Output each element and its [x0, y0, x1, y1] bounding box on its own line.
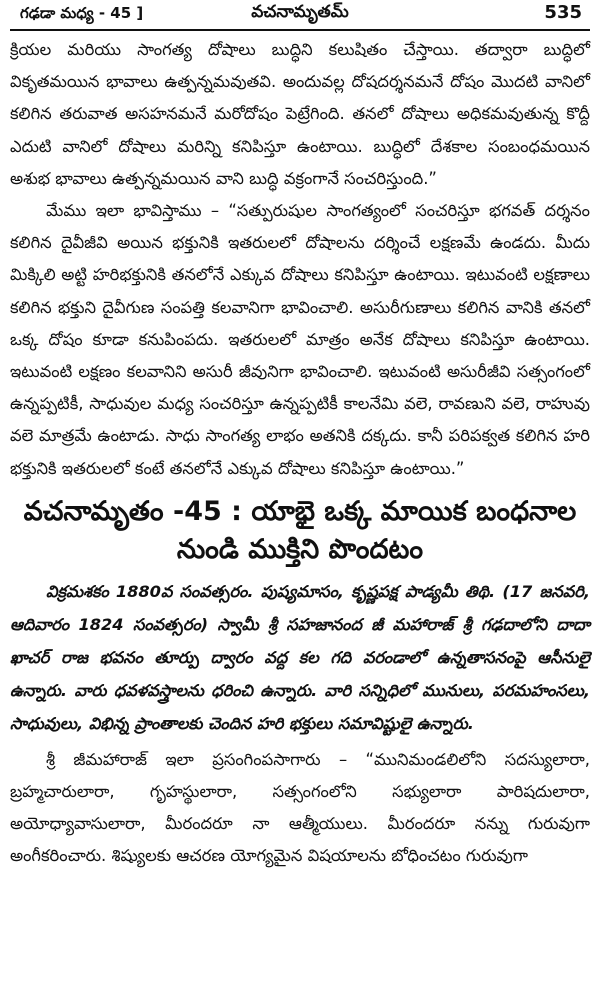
- page-body: [10, 34, 590, 873]
- page-header: [10, 0, 590, 30]
- chapter-heading-line-2: నుండి ముక్తిని పొందటం: [176, 533, 424, 565]
- closing-block: [10, 744, 590, 873]
- paragraph-2: మేము ఇలా భావిస్తాము – “సత్పురుషుల సాంగత్యంలో సంచరిస్తూ భగవత్ దర్శనం కలిగిన దైవీజీవి అయిన భక్తునికి ఇతరులలో దోషాలను దర్శించే లక్షణమే ఉండదు. మీదు మిక్కిలి అట్టి హరిభక్తునికి తనలోనే ఎక్కువ దోషాలు కనిపిస్తూ ఉంటాయి. ఇటువంటి లక్షణాలు కలిగిన భక్తుని దైవీగుణ సంపత్తి కలవానిగా భావించాలి. అసురీగుణాలు కలిగిన వానికి తనలో ఒక్క దోషం కూడా కనుపింపదు. ఇతరులలో మాత్రం అనేక దోషాలు కనిపిస్తూ ఉంటాయి. ఇటువంటి లక్షణం కలవానిని అసురీ జీవునిగా భావించాలి. ఇటువంటి అసురీజీవి సత్సంగంలో ఉన్నప్పటికీ, సాధువుల మధ్య సంచరిస్తూ ఉన్నప్పటికీ కాలనేమి వలె, రావణుని వలె, రాహువు వలె మాత్రమే ఉంటాడు. సాధు సాంగత్య లాభం అతనికి దక్కదు. కానీ పరిపక్వత కలిగిన హరి భక్తునికి ఇతరులలో కంటే తనలోనే ఎక్కువ దోషాలు కనిపిస్తూ ఉంటాయి.”: [10, 201, 590, 478]
- chapter-heading-line-1: వచనామృతం -45 : యాభై ఒక్క మాయిక బంధనాల: [23, 495, 577, 527]
- closing-paragraph: శ్రీ జీమహారాజ్ ఇలా ప్రసంగింపసాగారు – “మునిమండలిలోని సదస్యులారా, బ్రహ్మచారులారా, గృహస్థులారా, సత్సంగంలోని సభ్యులారా పారిషదులారా, అయోధ్యావాసులారా, మీరందరూ నా ఆత్మీయులు. మీరందరూ నన్ను గురువుగా అంగీకరించారు. శిష్యులకు ఆచరణ యోగ్యమైన విషయాలను బోధించటం గురువుగా: [10, 749, 590, 866]
- running-head-title: వచనామృతమ్: [251, 2, 349, 22]
- running-head-section: గఢడా మధ్య - 45 ]: [20, 4, 144, 22]
- page-number: 535: [544, 2, 582, 23]
- intro-paragraph: విక్రమశకం 1880వ సంవత్సరం. పుష్యమాసం, కృష్ణపక్ష పాడ్యమీ తిథి. (17 జనవరి, ఆదివారం 1824 సంవత్సరం) స్వామీ శ్రీ సహజానంద జీ మహారాజ్ శ్రీ గఢదాలోని దాదా ఖాచర్ రాజ భవనం తూర్పు ద్వారం వద్ద కల గది వరండాలో ఉన్నతాసనంపై ఆసీనులై ఉన్నారు. వారు ధవళవస్త్రాలను ధరించి ఉన్నారు. వారి సన్నిధిలో మునులు, పరమహంసలు, సాధువులు, విభిన్న ప్రాంతాలకు చెందిన హరి భక్తులు సమావిష్టులై ఉన్నారు.: [10, 581, 590, 733]
- chapter-heading: [10, 493, 590, 569]
- intro-block: [10, 575, 590, 740]
- header-rule: [10, 29, 590, 31]
- paragraph-1: క్రియల మరియు సాంగత్య దోషాలు బుద్ధిని కలుషితం చేస్తాయి. తద్వారా బుద్ధిలో వికృతమయిన భావాలు ఉత్పన్నమవుతవి. అందువల్ల దోషదర్శనమనే దోషం మొదటి వానిలో కలిగిన తరువాత అసహనమనే మరోదోషం పెట్రేగింది. తనలో దోషాలు అధికమవుతున్న కొద్దీ ఎదుటి వానిలో దోషాలు మరిన్ని కనిపిస్తూ ఉంటాయి. బుద్ధిలో దేశకాల సంబంధమయిన అశుభ భావాలు ఉత్పన్నమయిన వాని బుద్ధి వక్రంగానే సంచరిస్తుంది.”: [10, 40, 590, 188]
